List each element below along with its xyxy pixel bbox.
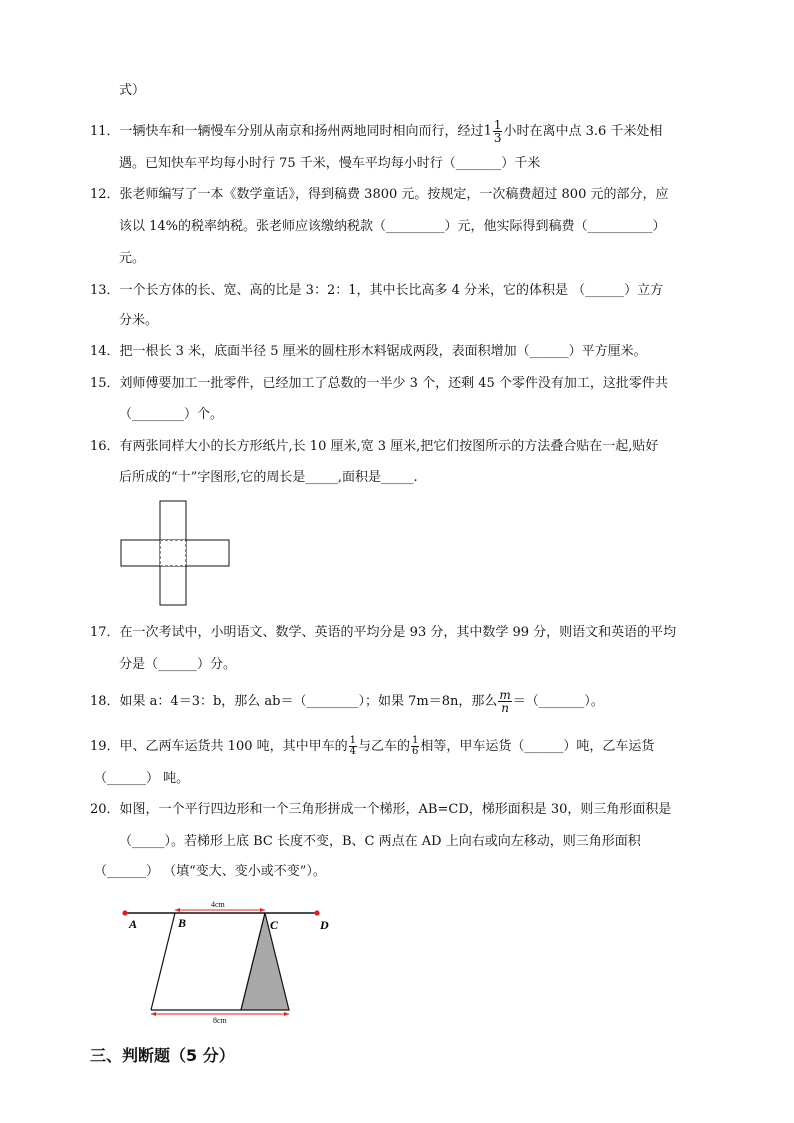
question-20-line-1 [90,801,671,819]
question-13-line-1 [90,282,663,300]
question-text: 一个长方体的长、宽、高的比是 3：2：1，其中长比高多 4 分米，它的体积是 （______）立方 [119,283,664,298]
point-d [314,910,319,915]
question-number: 11． [90,124,120,139]
question-number: 12． [90,187,120,202]
question-text: 如果 a：4＝3：b，那么 ab＝（________）；如果 7m＝8n，那么 [119,694,498,709]
bottom-length-label: 8cm [213,1016,227,1025]
question-12-line-1 [90,186,668,204]
mixed-number-whole: 1 [483,123,492,139]
question-17-line-2: 分是（______）分。 [119,657,237,672]
label-c: C [270,918,279,932]
question-number: 20． [90,802,120,817]
question-14-line-1 [90,343,647,361]
question-text: 有两张同样大小的长方形纸片,长 10 厘米,宽 3 厘米,把它们按图所示的方法叠合贴在一起,贴好 [119,439,659,454]
point-a [122,910,127,915]
cross-figure [118,498,233,608]
trapezoid-figure [115,895,345,1030]
label-b: B [178,916,187,930]
question-12-line-3: 元。 [119,251,146,266]
fraction [411,736,419,757]
arrow-head-left [151,1012,156,1016]
question-text: 刘师傅要加工一批零件，已经加工了总数的一半少 3 个，还剩 45 个零件没有加工，这批零件共 [119,376,668,391]
question-13-line-2: 分米。 [119,313,159,328]
fraction [498,689,511,714]
question-number: 18． [90,694,120,709]
question-17-line-1 [90,624,676,642]
fraction-denominator: 3 [493,131,502,145]
question-16-line-1 [90,438,658,456]
fraction-numerator: 1 [412,735,419,746]
question-16-line-2: 后所成的“十”字图形,它的周长是_____,面积是_____. [119,470,418,485]
question-number: 16． [90,439,120,454]
question-text: 甲、乙两车运货共 100 吨，其中甲车的 [119,739,348,754]
label-a: A [129,917,138,931]
question-19-line-2: （______） 吨。 [94,771,190,786]
arrow-head-right [260,908,265,912]
question-text: 把一根长 3 米，底面半径 5 厘米的圆柱形木料锯成两段，表面积增加（______）平方厘米。 [119,344,647,359]
fraction-numerator: m [499,688,511,702]
fraction-numerator: 1 [493,118,502,132]
question-text: 相等，甲车运货（______）吨，乙车运货 [420,739,655,754]
fraction-denominator: n [501,701,509,715]
fraction-numerator: 1 [349,735,356,746]
fraction [493,119,503,144]
question-text: 在一次考试中，小明语文、数学、英语的平均分是 93 分，其中数学 99 分，则语文和英语的平均 [119,625,677,640]
fraction-denominator: 6 [412,746,419,757]
question-number: 19． [90,739,120,754]
question-text: 与乙车的 [358,739,411,754]
question-19-line-1 [90,736,654,757]
question-number: 17． [90,625,120,640]
question-text: 张老师编写了一本《数学童话》，得到稿费 3800 元。按规定，一次稿费超过 800 元的部分，应 [119,187,669,202]
shaded-triangle [241,913,289,1010]
question-text: 一辆快车和一辆慢车分别从南京和扬州两地同时相向而行，经过 [119,124,484,139]
question-11-line-1 [90,119,662,144]
question-15-line-1 [90,375,668,393]
question-text: ＝（_______）。 [512,694,604,709]
overlap-area [160,540,186,566]
arrow-head-right [284,1012,289,1016]
fraction-denominator: 4 [349,746,356,757]
question-15-line-2: （________）个。 [119,407,224,422]
question-number: 13． [90,283,120,298]
question-number: 15． [90,376,120,391]
fraction [349,736,357,757]
question-12-line-2: 该以 14%的税率纳税。张老师应该缴纳税款（_________）元，他实际得到稿费（__________） [119,219,666,234]
parallelogram-left-side [151,913,175,1010]
question-number: 14． [90,344,120,359]
question-20-line-2: （_____）。若梯形上底 BC 长度不变，B、C 两点在 AD 上向右或向左移动，则三角形面积 [119,834,641,849]
arrow-head-left [175,908,180,912]
label-d: D [320,918,329,932]
top-length-label: 4cm [211,900,225,909]
question-20-line-3: （______） （填“变大、变小或不变”）。 [94,864,326,879]
question-text: 小时在离中点 3.6 千米处相 [503,124,663,139]
question-18-line-1 [90,689,604,714]
section-heading: 三、判断题（5 分） [90,1046,235,1065]
prev-question-tail: 式） [119,83,146,98]
question-text: 如图，一个平行四边形和一个三角形拼成一个梯形，AB=CD，梯形面积是 30，则三角形面积是 [119,802,672,817]
question-11-line-2: 遇。已知快车平均每小时行 75 千米，慢车平均每小时行（_______）千米 [119,156,541,171]
